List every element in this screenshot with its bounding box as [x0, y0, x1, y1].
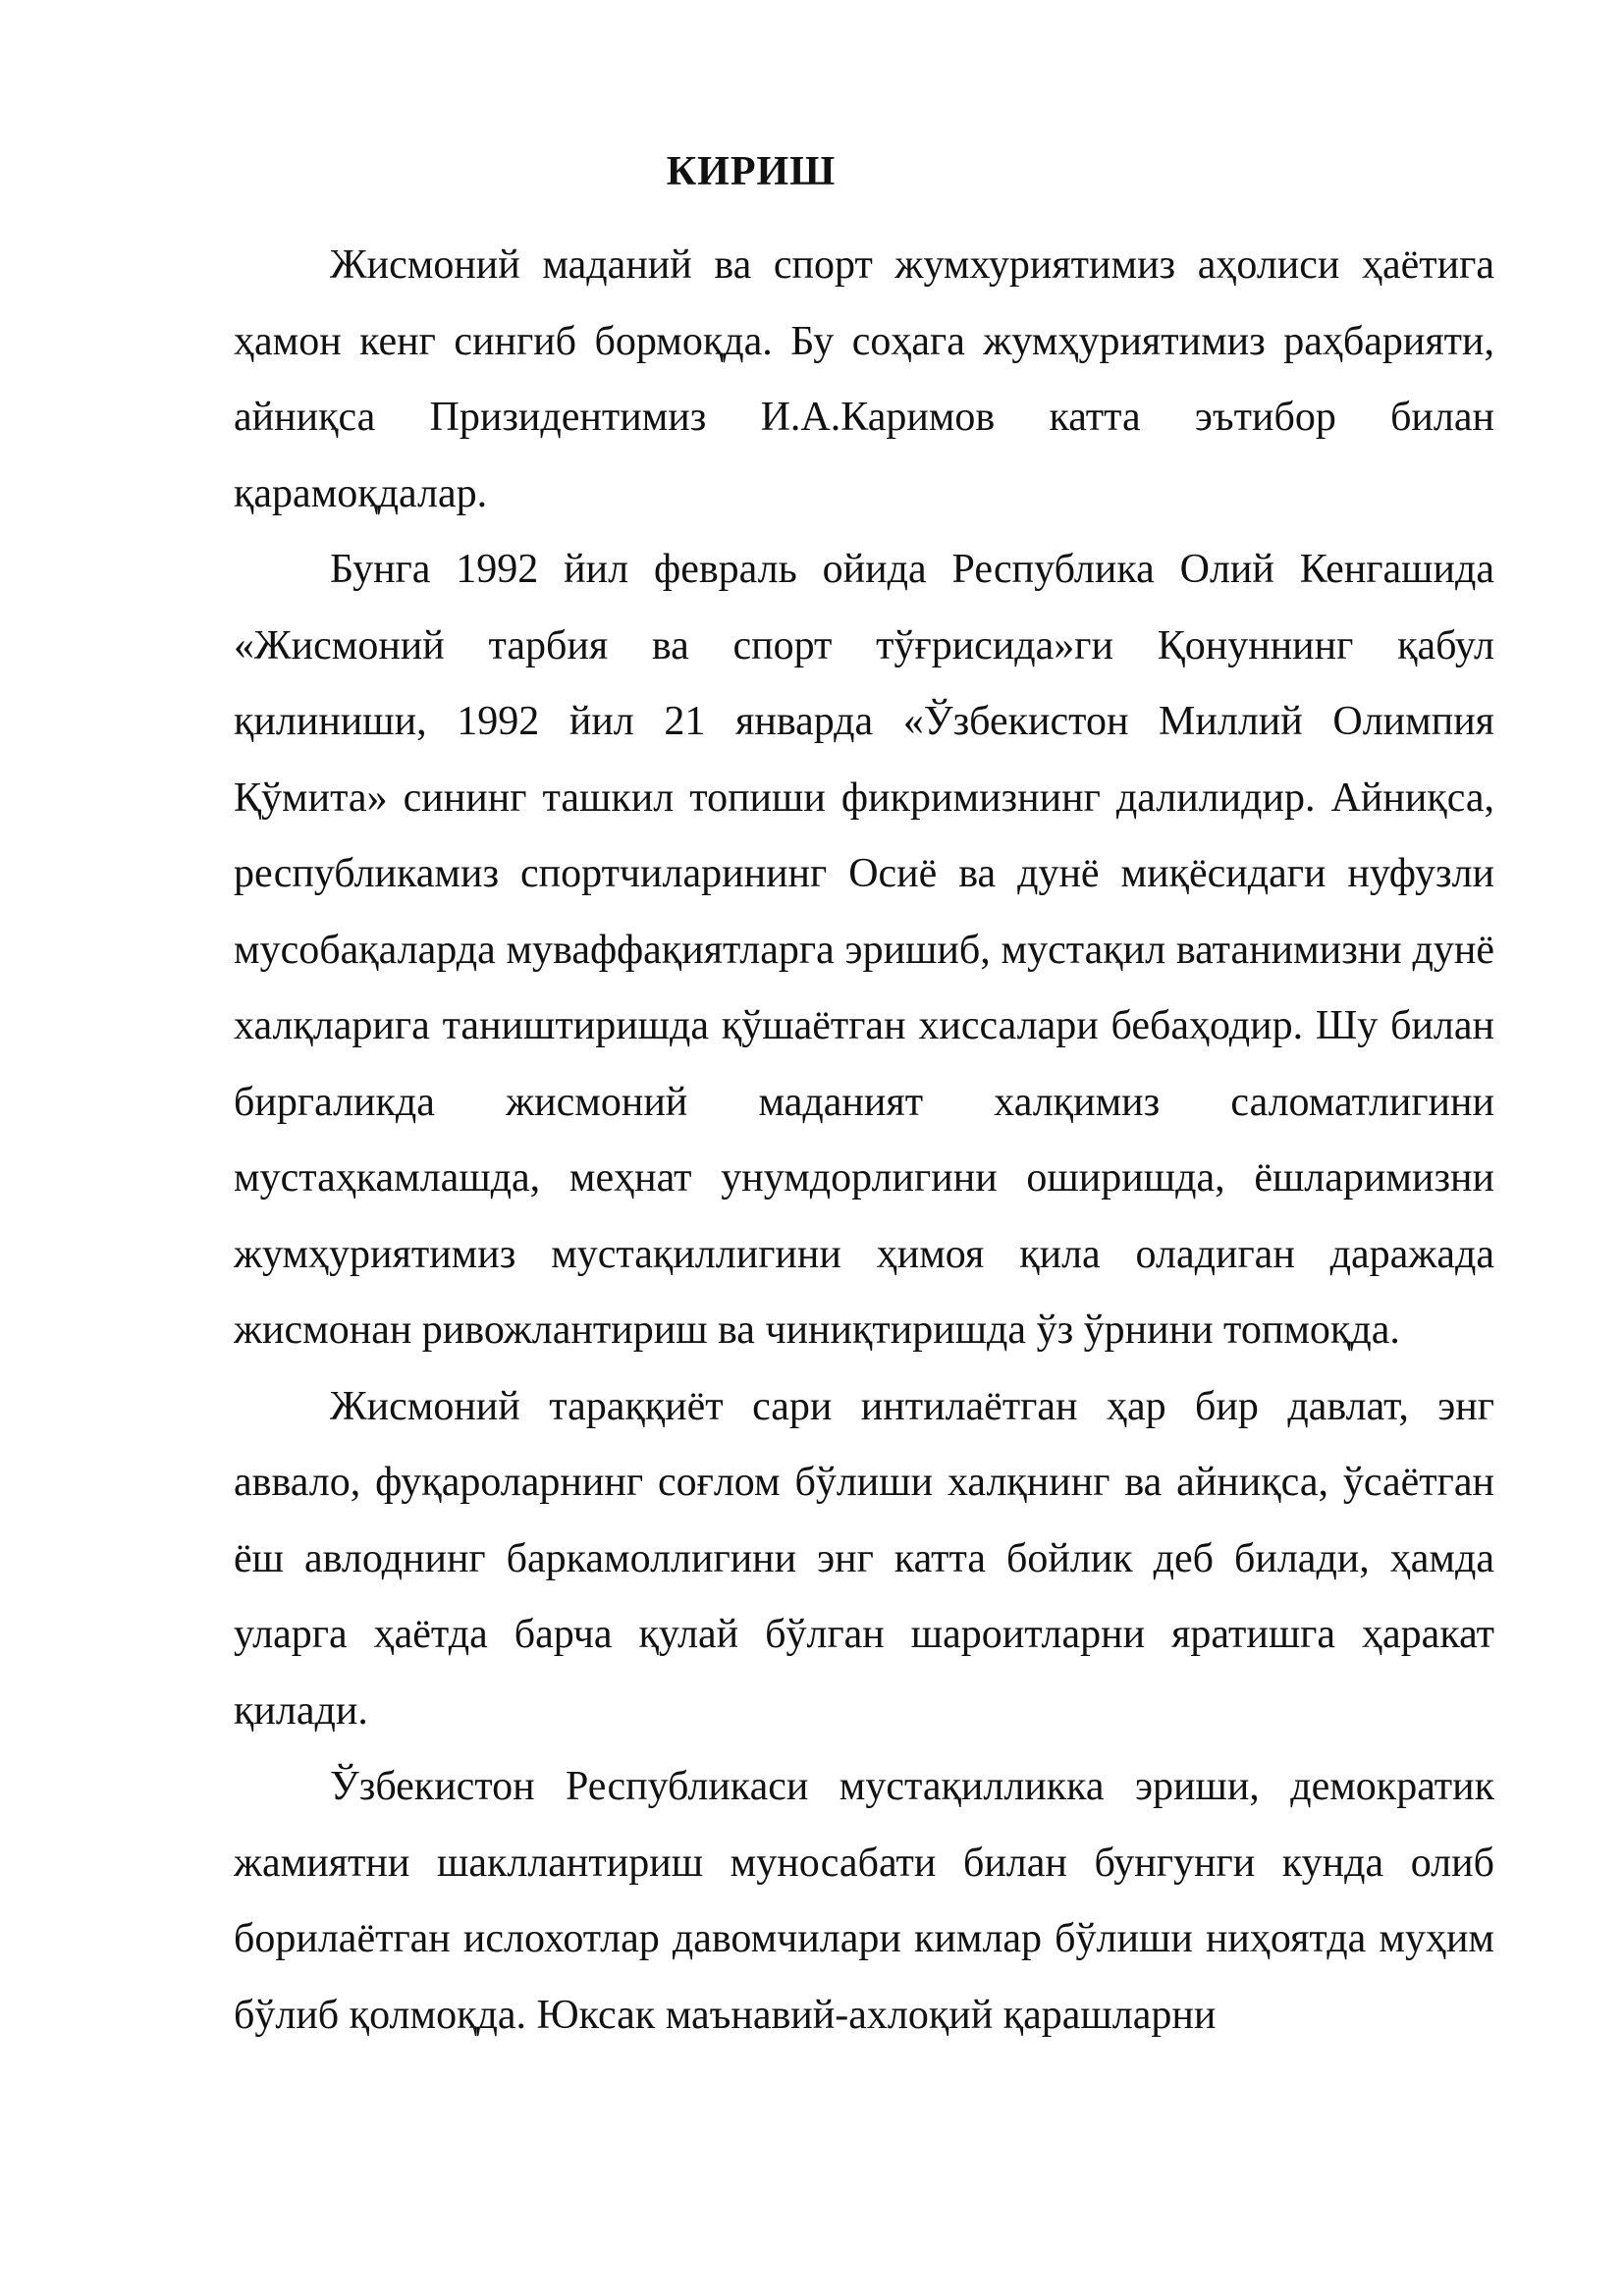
paragraph-4: Ўзбекистон Республикаси мустақилликка эриши, демократик жамиятни шакллантириш муносабати билан бунгунги кунда олиб борилаётган ислохотлар давомчилари кимлар бўлиши ниҳоятда муҳим бўлиб қолмоқда. Юксак маънавий-ахлоқий қарашларни: [234, 1764, 1494, 2038]
document-body: [234, 228, 1494, 2054]
paragraph-2: Бунга 1992 йил февраль ойида Республика Олий Кенгашида «Жисмоний тарбия ва спорт тўғрисида»ги Қонуннинг қабул қилиниши, 1992 йил 21 январда «Ўзбекистон Миллий Олимпия Қўмита» сининг ташкил топиши фикримизнинг далилидир. Айниқса, республикамиз спортчиларининг Осиё ва дунё миқёсидаги нуфузли мусобақаларда муваффақиятларга эришиб, мустақил ватанимизни дунё халқларига таништиришда қўшаётган хиссалари бебаҳодир. Шу билан биргаликда жисмоний маданият халқимиз саломатлигини мустаҳкамлашда, меҳнат унумдорлигини оширишда, ёшларимизни жумҳуриятимиз мустақиллигини ҳимоя қила оладиган даражада жисмонан ривожлантириш ва чиниқтиришда ўз ўрнини топмоқда.: [234, 547, 1494, 1353]
paragraph-3: Жисмоний тараққиёт сари интилаётган ҳар бир давлат, энг аввало, фуқароларнинг соғлом бўлиши халқнинг ва айниқса, ўсаётган ёш авлоднинг баркамоллигини энг катта бойлик деб билади, ҳамда уларга ҳаётда барча қулай бўлган шароитларни яратишга ҳаракат қилади.: [234, 1383, 1494, 1734]
page-title: КИРИШ: [666, 149, 837, 194]
paragraph-1: Жисмоний маданий ва спорт жумхуриятимиз аҳолиси ҳаётига ҳамон кенг сингиб бормоқда. Бу соҳага жумҳуриятимиз раҳбарияти, айниқса Призидентимиз И.А.Каримов катта эътибор билан қарамоқдалар.: [234, 242, 1494, 516]
